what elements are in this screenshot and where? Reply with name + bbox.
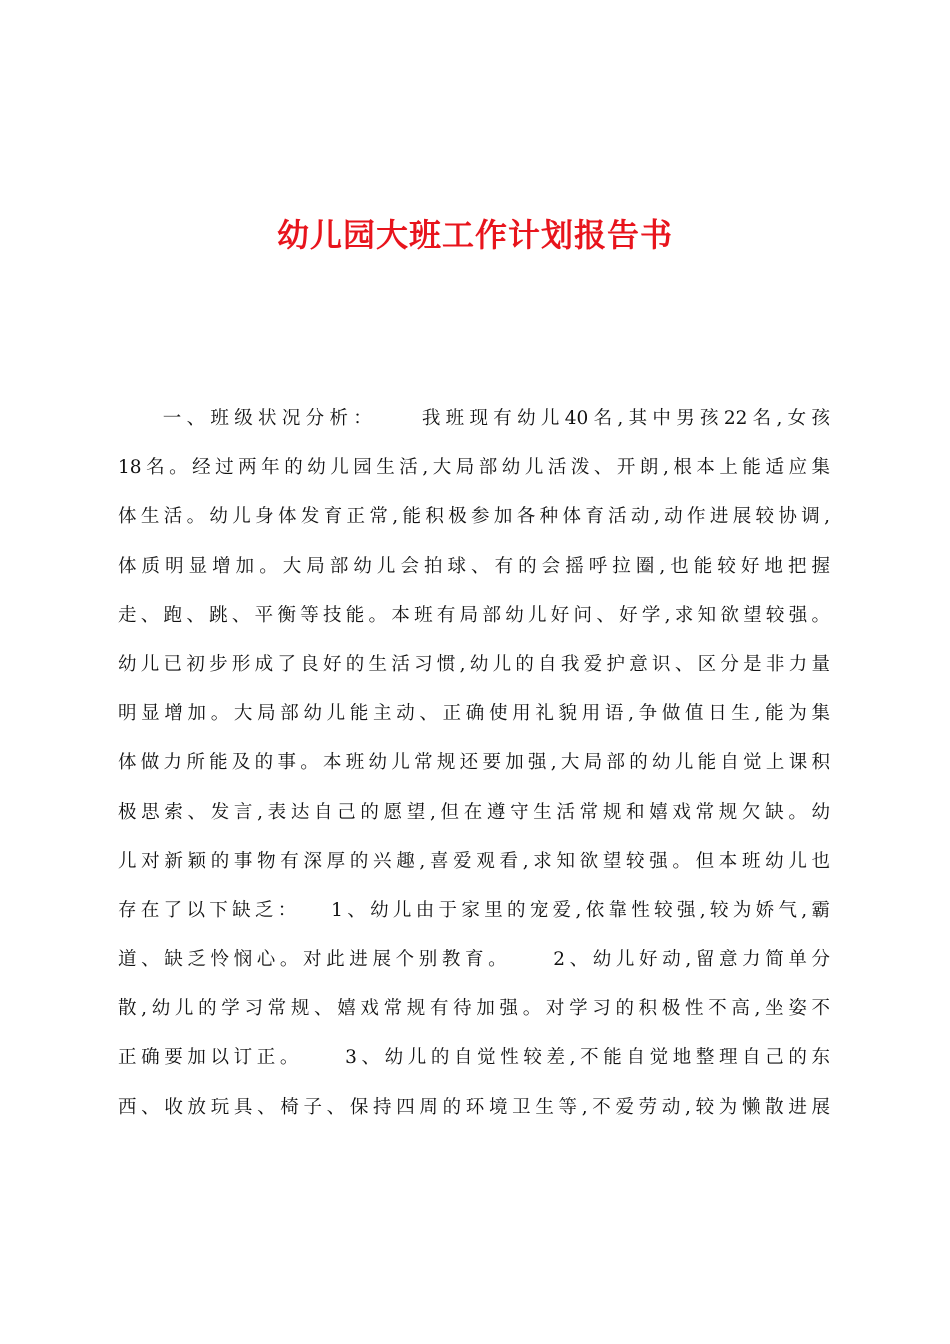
body-line: 体生活。幼儿身体发育正常,能积极参加各种体育活动,动作进展较协调,	[118, 506, 830, 528]
body-line: 走、跑、跳、平衡等技能。本班有局部幼儿好问、好学,求知欲望较强。	[118, 604, 830, 626]
body-line: 儿对新颖的事物有深厚的兴趣,喜爱观看,求知欲望较强。但本班幼儿也	[118, 850, 830, 872]
body-line: 体做力所能及的事。本班幼儿常规还要加强,大局部的幼儿能自觉上课积	[118, 752, 830, 774]
body-line: 散,幼儿的学习常规、嬉戏常规有待加强。对学习的积极性不高,坐姿不	[118, 998, 830, 1020]
body-line: 幼儿已初步形成了良好的生活习惯,幼儿的自我爱护意识、区分是非力量	[118, 653, 830, 675]
body-line: 一、班级状况分析： 我班现有幼儿40名,其中男孩22名,女孩	[118, 408, 830, 429]
body-line: 西、收放玩具、椅子、保持四周的环境卫生等,不爱劳动,较为懒散进展	[118, 1096, 830, 1118]
document-title: 幼儿园大班工作计划报告书	[276, 216, 673, 254]
body-line: 体质明显增加。大局部幼儿会拍球、有的会摇呼拉圈,也能较好地把握	[118, 555, 830, 577]
body-line: 存在了以下缺乏： 1、幼儿由于家里的宠爱,依靠性较强,较为娇气,霸	[118, 899, 830, 921]
body-line: 18名。经过两年的幼儿园生活,大局部幼儿活泼、开朗,根本上能适应集	[118, 457, 830, 479]
document-body	[118, 394, 830, 1132]
body-line: 明显增加。大局部幼儿能主动、正确使用礼貌用语,争做值日生,能为集	[118, 703, 830, 725]
body-line: 极思索、发言,表达自己的愿望,但在遵守生活常规和嬉戏常规欠缺。幼	[118, 801, 830, 823]
body-line: 正确要加以订正。 3、幼儿的自觉性较差,不能自觉地整理自己的东	[118, 1047, 830, 1069]
body-line: 道、缺乏怜悯心。对此进展个别教育。 2、幼儿好动,留意力简单分	[118, 949, 830, 971]
